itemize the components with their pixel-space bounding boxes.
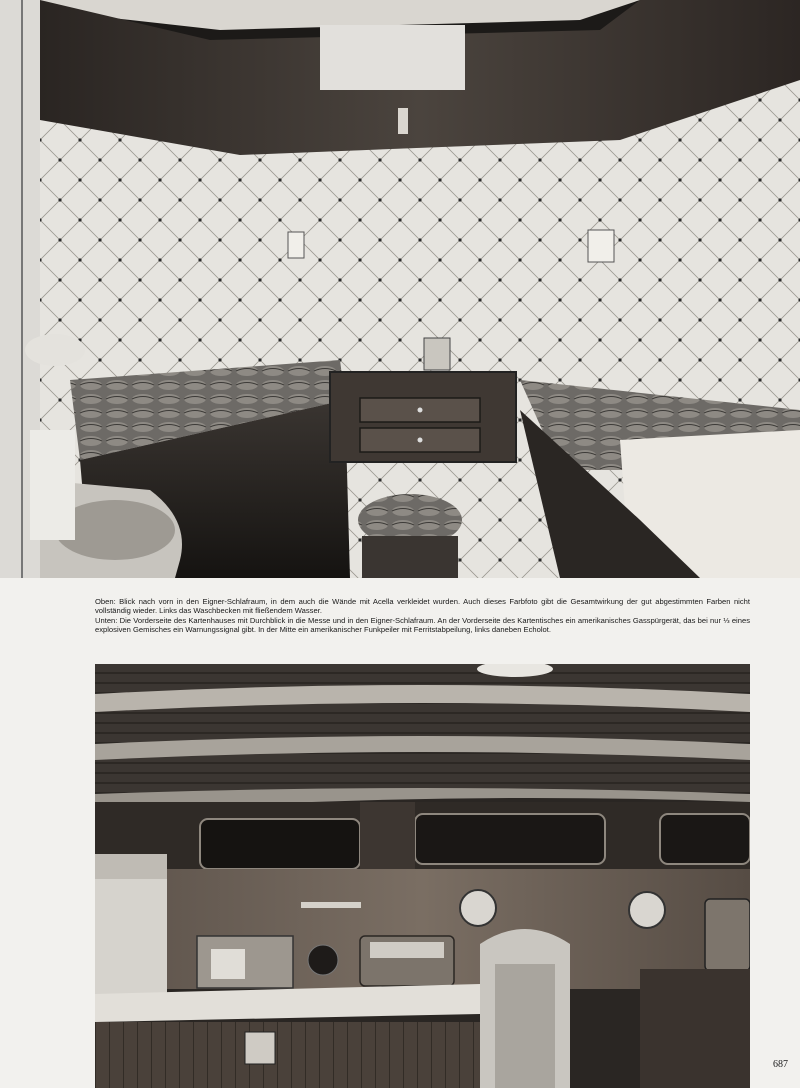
page-number: 687 (773, 1059, 788, 1070)
caption-top: Oben: Blick nach vorn in den Eigner-Schlafraum, in dem auch die Wände mit Acella verkleidet wurden. Auch dieses Farbfoto gibt die Gesamtwirkung der gut abgestimmten Farben nicht vollständig wieder. Links das Waschbecken mit fließendem Wasser. (95, 597, 750, 616)
caption-bottom: Unten: Die Vorderseite des Kartenhauses mit Durchblick in die Messe und in den Eigner-Schlafraum. An der Vorderseite des Kartentisches ein amerikanisches Gasspürgerät, das bei nur ⅓ eines explosiven Gemisches ein Warnungssignal gibt. In der Mitte ein amerikanischer Funkpeiler mit Ferritstabpeilung, links daneben Echolot. (95, 615, 750, 634)
chart-house-photo (95, 664, 750, 1088)
photo-caption (95, 597, 750, 634)
